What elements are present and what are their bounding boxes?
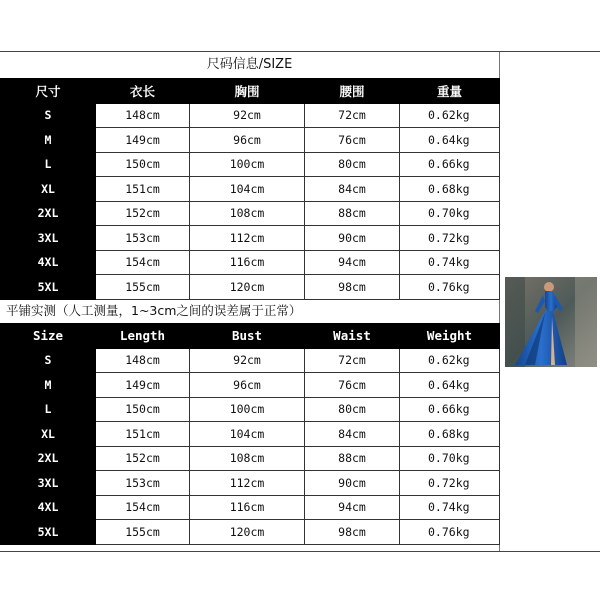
table-row (1, 275, 500, 300)
size-label: M (1, 128, 96, 153)
table-cell: 0.68kg (400, 177, 500, 202)
table-cell: 148cm (96, 348, 190, 373)
flat-measure-title: 平铺实测（人工测量，1~3cm之间的误差属于正常） (6, 303, 302, 318)
table-cell: 0.64kg (400, 128, 500, 153)
column-header: Size (1, 324, 96, 349)
table-cell: 150cm (96, 397, 190, 422)
size-info-title: 尺码信息/SIZE (206, 57, 293, 72)
table-cell: 151cm (96, 177, 190, 202)
size-label: 3XL (1, 471, 96, 496)
table-cell: 0.66kg (400, 152, 500, 177)
size-label: 4XL (1, 250, 96, 275)
table-row (1, 446, 500, 471)
table-cell: 108cm (190, 446, 305, 471)
column-header: Length (96, 324, 190, 349)
column-header: Weight (400, 324, 500, 349)
column-header: 重量 (400, 79, 500, 104)
table-row (1, 422, 500, 447)
table-cell: 72cm (305, 348, 400, 373)
table-cell: 104cm (190, 177, 305, 202)
table-header-row (1, 79, 500, 104)
table-cell: 98cm (305, 275, 400, 300)
table-cell: 112cm (190, 471, 305, 496)
table-cell: 155cm (96, 275, 190, 300)
size-table-en (0, 323, 500, 545)
table-cell: 84cm (305, 177, 400, 202)
size-label: 2XL (1, 446, 96, 471)
column-header: Bust (190, 324, 305, 349)
size-label: M (1, 373, 96, 398)
table-cell: 0.76kg (400, 520, 500, 545)
table-cell: 0.74kg (400, 250, 500, 275)
table-cell: 0.70kg (400, 446, 500, 471)
table-cell: 152cm (96, 446, 190, 471)
table-cell: 0.72kg (400, 226, 500, 251)
size-table-cn (0, 78, 500, 300)
table-cell: 108cm (190, 201, 305, 226)
size-label: 5XL (1, 520, 96, 545)
table-cell: 0.74kg (400, 495, 500, 520)
table-cell: 151cm (96, 422, 190, 447)
table-row (1, 495, 500, 520)
size-label: 3XL (1, 226, 96, 251)
table-cell: 116cm (190, 495, 305, 520)
table-row (1, 103, 500, 128)
table-cell: 104cm (190, 422, 305, 447)
table-cell: 96cm (190, 373, 305, 398)
size-label: XL (1, 422, 96, 447)
size-label: 5XL (1, 275, 96, 300)
column-header: 腰围 (305, 79, 400, 104)
table-cell: 76cm (305, 128, 400, 153)
size-label: L (1, 397, 96, 422)
table-cell: 149cm (96, 128, 190, 153)
table-cell: 96cm (190, 128, 305, 153)
table-cell: 154cm (96, 250, 190, 275)
table-cell: 80cm (305, 152, 400, 177)
table-row (1, 520, 500, 545)
table-cell: 150cm (96, 152, 190, 177)
table-cell: 0.66kg (400, 397, 500, 422)
table-row (1, 201, 500, 226)
table-cell: 92cm (190, 103, 305, 128)
size-label: 4XL (1, 495, 96, 520)
table-row (1, 250, 500, 275)
table-header-row (1, 324, 500, 349)
dress-photo (505, 277, 597, 367)
table-cell: 84cm (305, 422, 400, 447)
table-cell: 100cm (190, 397, 305, 422)
table-row (1, 128, 500, 153)
table-cell: 152cm (96, 201, 190, 226)
table-cell: 112cm (190, 226, 305, 251)
column-header: 衣长 (96, 79, 190, 104)
table-cell: 0.64kg (400, 373, 500, 398)
table-cell: 88cm (305, 446, 400, 471)
table-cell: 148cm (96, 103, 190, 128)
table-cell: 149cm (96, 373, 190, 398)
table-row (1, 373, 500, 398)
table-cell: 88cm (305, 201, 400, 226)
column-header: Waist (305, 324, 400, 349)
table-cell: 94cm (305, 495, 400, 520)
table-cell: 100cm (190, 152, 305, 177)
table-row (1, 226, 500, 251)
table-cell: 90cm (305, 226, 400, 251)
table-row (1, 471, 500, 496)
column-header: 胸围 (190, 79, 305, 104)
table-cell: 0.76kg (400, 275, 500, 300)
table-cell: 120cm (190, 520, 305, 545)
table-cell: 154cm (96, 495, 190, 520)
table-cell: 0.70kg (400, 201, 500, 226)
size-label: XL (1, 177, 96, 202)
table-row (1, 348, 500, 373)
table-cell: 0.68kg (400, 422, 500, 447)
table-cell: 72cm (305, 103, 400, 128)
table-cell: 120cm (190, 275, 305, 300)
table-cell: 92cm (190, 348, 305, 373)
size-label: 2XL (1, 201, 96, 226)
table-cell: 94cm (305, 250, 400, 275)
column-header: 尺寸 (1, 79, 96, 104)
table-cell: 98cm (305, 520, 400, 545)
table-cell: 76cm (305, 373, 400, 398)
table-row (1, 397, 500, 422)
table-cell: 80cm (305, 397, 400, 422)
size-label: S (1, 348, 96, 373)
table-cell: 0.62kg (400, 103, 500, 128)
size-label: S (1, 103, 96, 128)
table-row (1, 177, 500, 202)
table-row (1, 152, 500, 177)
table-cell: 90cm (305, 471, 400, 496)
table-cell: 155cm (96, 520, 190, 545)
size-label: L (1, 152, 96, 177)
table-cell: 0.72kg (400, 471, 500, 496)
table-cell: 153cm (96, 471, 190, 496)
size-chart-sheet (0, 51, 600, 552)
table-cell: 153cm (96, 226, 190, 251)
table-cell: 0.62kg (400, 348, 500, 373)
table-cell: 116cm (190, 250, 305, 275)
